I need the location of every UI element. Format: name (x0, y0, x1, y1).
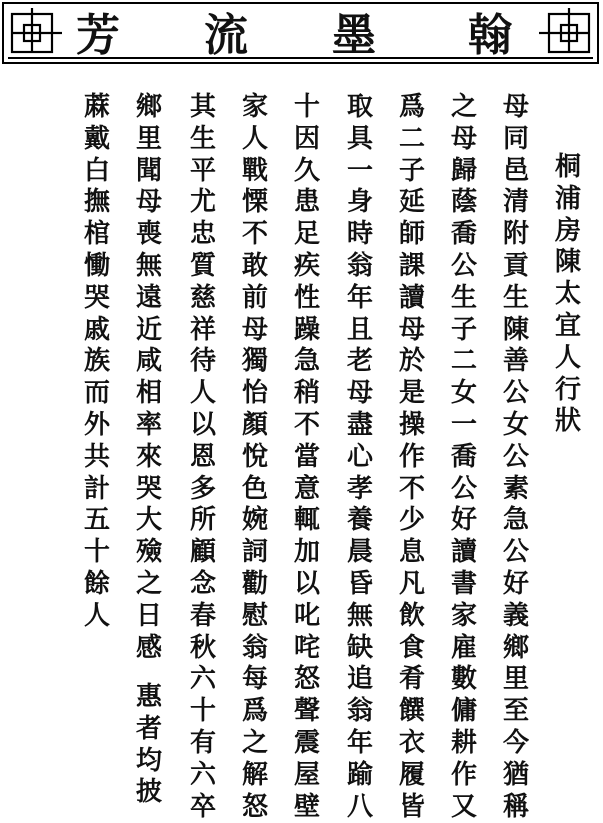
glyph: 翁 (346, 250, 373, 281)
glyph: 十 (83, 537, 110, 568)
glyph: 二 (450, 346, 477, 377)
glyph: 老 (346, 346, 373, 377)
glyph: 念 (189, 568, 216, 599)
glyph: 足 (293, 219, 320, 250)
glyph: 雇 (450, 632, 477, 663)
glyph: 哭 (83, 282, 110, 313)
glyph: 家 (241, 92, 268, 122)
glyph: 惠 (135, 682, 162, 712)
glyph: 多 (189, 473, 216, 504)
glyph: 因 (293, 123, 320, 154)
glyph: 饌 (398, 696, 425, 727)
glyph: 十 (293, 92, 320, 122)
glyph: 六 (189, 664, 216, 695)
glyph: 母 (135, 187, 162, 218)
glyph: 課 (398, 250, 425, 281)
glyph: 躁 (293, 314, 320, 345)
glyph: 踰 (346, 759, 373, 790)
glyph: 年 (346, 282, 373, 313)
glyph: 歸 (450, 155, 477, 186)
glyph: 里 (135, 123, 162, 154)
glyph: 里 (502, 664, 529, 695)
text-column (239, 92, 271, 823)
glyph: 八 (346, 791, 373, 822)
glyph: 義 (502, 600, 529, 631)
text-column (396, 92, 428, 823)
glyph: 作 (398, 441, 425, 472)
glyph: 壁 (293, 791, 320, 822)
glyph: 急 (502, 505, 529, 536)
glyph: 戰 (241, 155, 268, 186)
glyph: 食 (398, 632, 425, 663)
glyph: 日 (135, 600, 162, 631)
glyph: 均 (135, 745, 162, 776)
glyph: 急 (293, 346, 320, 377)
glyph: 尤 (189, 187, 216, 218)
glyph: 之 (135, 568, 162, 599)
glyph: 慄 (241, 187, 268, 218)
glyph: 不 (241, 219, 268, 250)
glyph: 人 (83, 600, 110, 631)
glyph: 勸 (241, 568, 268, 599)
glyph: 白 (83, 155, 110, 186)
column-title (552, 152, 584, 438)
glyph: 獨 (241, 346, 268, 377)
glyph: 其 (189, 92, 216, 122)
glyph: 養 (346, 505, 373, 536)
glyph: 邑 (502, 155, 529, 186)
title-char-4: 芳 (76, 10, 120, 61)
glyph: 祥 (189, 314, 216, 345)
glyph: 當 (293, 441, 320, 472)
signature-column (133, 682, 165, 809)
glyph: 性 (293, 282, 320, 313)
text-column (81, 92, 113, 633)
glyph: 屋 (293, 759, 320, 790)
glyph: 一 (450, 409, 477, 440)
glyph: 女 (502, 409, 529, 440)
glyph: 稍 (293, 378, 320, 409)
glyph: 翁 (241, 632, 268, 663)
glyph: 清 (502, 187, 529, 218)
glyph: 至 (502, 696, 529, 727)
glyph: 平 (189, 155, 216, 186)
glyph: 行 (554, 374, 581, 405)
glyph: 同 (502, 123, 529, 154)
glyph: 不 (398, 473, 425, 504)
glyph: 聲 (293, 696, 320, 727)
glyph: 棺 (83, 219, 110, 250)
glyph: 前 (241, 282, 268, 313)
glyph: 耕 (450, 727, 477, 758)
glyph: 公 (502, 378, 529, 409)
glyph: 今 (502, 727, 529, 758)
glyph: 喪 (135, 219, 162, 250)
glyph: 讀 (398, 282, 425, 313)
glyph: 善 (502, 346, 529, 377)
glyph: 身 (346, 187, 373, 218)
glyph: 二 (398, 123, 425, 154)
glyph: 患 (293, 187, 320, 218)
glyph: 具 (346, 123, 373, 154)
glyph: 房 (554, 215, 581, 246)
glyph: 陳 (554, 247, 581, 278)
glyph: 母 (502, 92, 529, 122)
glyph: 履 (398, 759, 425, 790)
glyph: 生 (189, 123, 216, 154)
glyph: 怒 (241, 791, 268, 822)
glyph: 之 (241, 727, 268, 758)
glyph: 公 (450, 250, 477, 281)
glyph: 顧 (189, 537, 216, 568)
glyph: 有 (189, 727, 216, 758)
glyph: 恩 (189, 441, 216, 472)
glyph: 所 (189, 505, 216, 536)
glyph: 無 (135, 250, 162, 281)
glyph: 少 (398, 505, 425, 536)
glyph: 母 (450, 123, 477, 154)
glyph: 昏 (346, 568, 373, 599)
glyph: 太 (554, 279, 581, 310)
glyph: 宜 (554, 310, 581, 341)
glyph: 近 (135, 314, 162, 345)
glyph: 公 (502, 441, 529, 472)
text-column (344, 92, 376, 823)
glyph: 好 (502, 568, 529, 599)
glyph: 人 (554, 342, 581, 373)
glyph: 色 (241, 473, 268, 504)
glyph: 孝 (346, 473, 373, 504)
glyph: 飲 (398, 600, 425, 631)
glyph: 共 (83, 441, 110, 472)
glyph: 春 (189, 600, 216, 631)
glyph: 秋 (189, 632, 216, 663)
text-column (291, 92, 323, 823)
glyph: 餘 (83, 568, 110, 599)
glyph: 五 (83, 505, 110, 536)
glyph: 皆 (398, 791, 425, 822)
glyph: 感 (135, 632, 162, 663)
glyph: 母 (241, 314, 268, 345)
glyph: 是 (398, 378, 425, 409)
glyph: 蔭 (450, 187, 477, 218)
glyph: 延 (398, 187, 425, 218)
glyph: 盡 (346, 409, 373, 440)
glyph: 時 (346, 219, 373, 250)
glyph: 婉 (241, 505, 268, 536)
glyph: 加 (293, 537, 320, 568)
glyph: 卒 (189, 791, 216, 822)
glyph: 戴 (83, 123, 110, 154)
glyph: 震 (293, 727, 320, 758)
glyph: 咤 (293, 632, 320, 663)
glyph: 戚 (83, 314, 110, 345)
glyph: 傭 (450, 696, 477, 727)
glyph: 取 (346, 92, 373, 122)
glyph: 凡 (398, 568, 425, 599)
glyph: 子 (450, 314, 477, 345)
glyph: 顏 (241, 409, 268, 440)
glyph: 生 (450, 282, 477, 313)
glyph: 悅 (241, 441, 268, 472)
glyph: 相 (135, 378, 162, 409)
glyph: 爲 (241, 696, 268, 727)
glyph: 貢 (502, 250, 529, 281)
glyph: 披 (135, 777, 162, 808)
title-char-2: 墨 (332, 10, 376, 61)
glyph: 且 (346, 314, 373, 345)
glyph: 以 (293, 568, 320, 599)
glyph: 浦 (554, 183, 581, 214)
text-column (133, 92, 165, 664)
glyph: 書 (450, 568, 477, 599)
glyph: 每 (241, 664, 268, 695)
glyph: 無 (346, 600, 373, 631)
glyph: 附 (502, 219, 529, 250)
glyph: 外 (83, 409, 110, 440)
glyph: 哭 (135, 473, 162, 504)
glyph: 怡 (241, 378, 268, 409)
glyph: 子 (398, 155, 425, 186)
glyph: 六 (189, 759, 216, 790)
glyph: 生 (502, 282, 529, 313)
glyph: 心 (346, 441, 373, 472)
glyph: 久 (293, 155, 320, 186)
glyph: 疾 (293, 250, 320, 281)
glyph: 族 (83, 346, 110, 377)
glyph: 翁 (346, 696, 373, 727)
glyph: 公 (502, 537, 529, 568)
glyph: 大 (135, 505, 162, 536)
glyph: 稱 (502, 791, 529, 822)
glyph: 詞 (241, 537, 268, 568)
glyph: 晨 (346, 537, 373, 568)
glyph: 陳 (502, 314, 529, 345)
glyph: 之 (450, 92, 477, 122)
glyph: 公 (450, 473, 477, 504)
glyph: 鄉 (135, 92, 162, 122)
glyph: 於 (398, 346, 425, 377)
glyph: 一 (346, 155, 373, 186)
glyph: 操 (398, 409, 425, 440)
text-column (500, 92, 532, 823)
glyph: 年 (346, 727, 373, 758)
glyph: 喬 (450, 219, 477, 250)
glyph: 作 (450, 759, 477, 790)
glyph: 追 (346, 664, 373, 695)
text-column (187, 92, 219, 823)
title-char-1: 翰 (468, 10, 512, 61)
glyph: 意 (293, 473, 320, 504)
glyph: 素 (502, 473, 529, 504)
glyph: 解 (241, 759, 268, 790)
glyph: 叱 (293, 600, 320, 631)
glyph: 猶 (502, 759, 529, 790)
glyph: 慈 (189, 282, 216, 313)
glyph: 女 (450, 378, 477, 409)
glyph: 肴 (398, 664, 425, 695)
glyph: 殮 (135, 537, 162, 568)
glyph: 十 (189, 696, 216, 727)
glyph: 數 (450, 664, 477, 695)
text-column (448, 92, 480, 823)
glyph: 人 (189, 378, 216, 409)
glyph: 蔴 (83, 92, 110, 122)
glyph: 不 (293, 409, 320, 440)
glyph: 計 (83, 473, 110, 504)
glyph: 喬 (450, 441, 477, 472)
glyph: 息 (398, 537, 425, 568)
glyph: 師 (398, 219, 425, 250)
glyph: 質 (189, 250, 216, 281)
glyph: 聞 (135, 155, 162, 186)
glyph: 又 (450, 791, 477, 822)
glyph: 鄉 (502, 632, 529, 663)
glyph: 待 (189, 346, 216, 377)
glyph: 缺 (346, 632, 373, 663)
glyph: 衣 (398, 727, 425, 758)
glyph: 讀 (450, 537, 477, 568)
glyph: 爲 (398, 92, 425, 122)
glyph: 來 (135, 441, 162, 472)
glyph: 慟 (83, 250, 110, 281)
glyph: 狀 (554, 406, 581, 437)
glyph: 人 (241, 123, 268, 154)
glyph: 母 (346, 378, 373, 409)
glyph: 撫 (83, 187, 110, 218)
glyph: 者 (135, 713, 162, 744)
glyph: 敢 (241, 250, 268, 281)
glyph: 遠 (135, 282, 162, 313)
glyph: 母 (398, 314, 425, 345)
glyph: 家 (450, 600, 477, 631)
glyph: 忠 (189, 219, 216, 250)
glyph: 慰 (241, 600, 268, 631)
glyph: 好 (450, 505, 477, 536)
glyph: 怒 (293, 664, 320, 695)
glyph: 以 (189, 409, 216, 440)
glyph: 咸 (135, 346, 162, 377)
glyph: 桐 (554, 152, 581, 182)
title-char-3: 流 (204, 10, 248, 61)
glyph: 輒 (293, 505, 320, 536)
glyph: 率 (135, 409, 162, 440)
glyph: 而 (83, 378, 110, 409)
